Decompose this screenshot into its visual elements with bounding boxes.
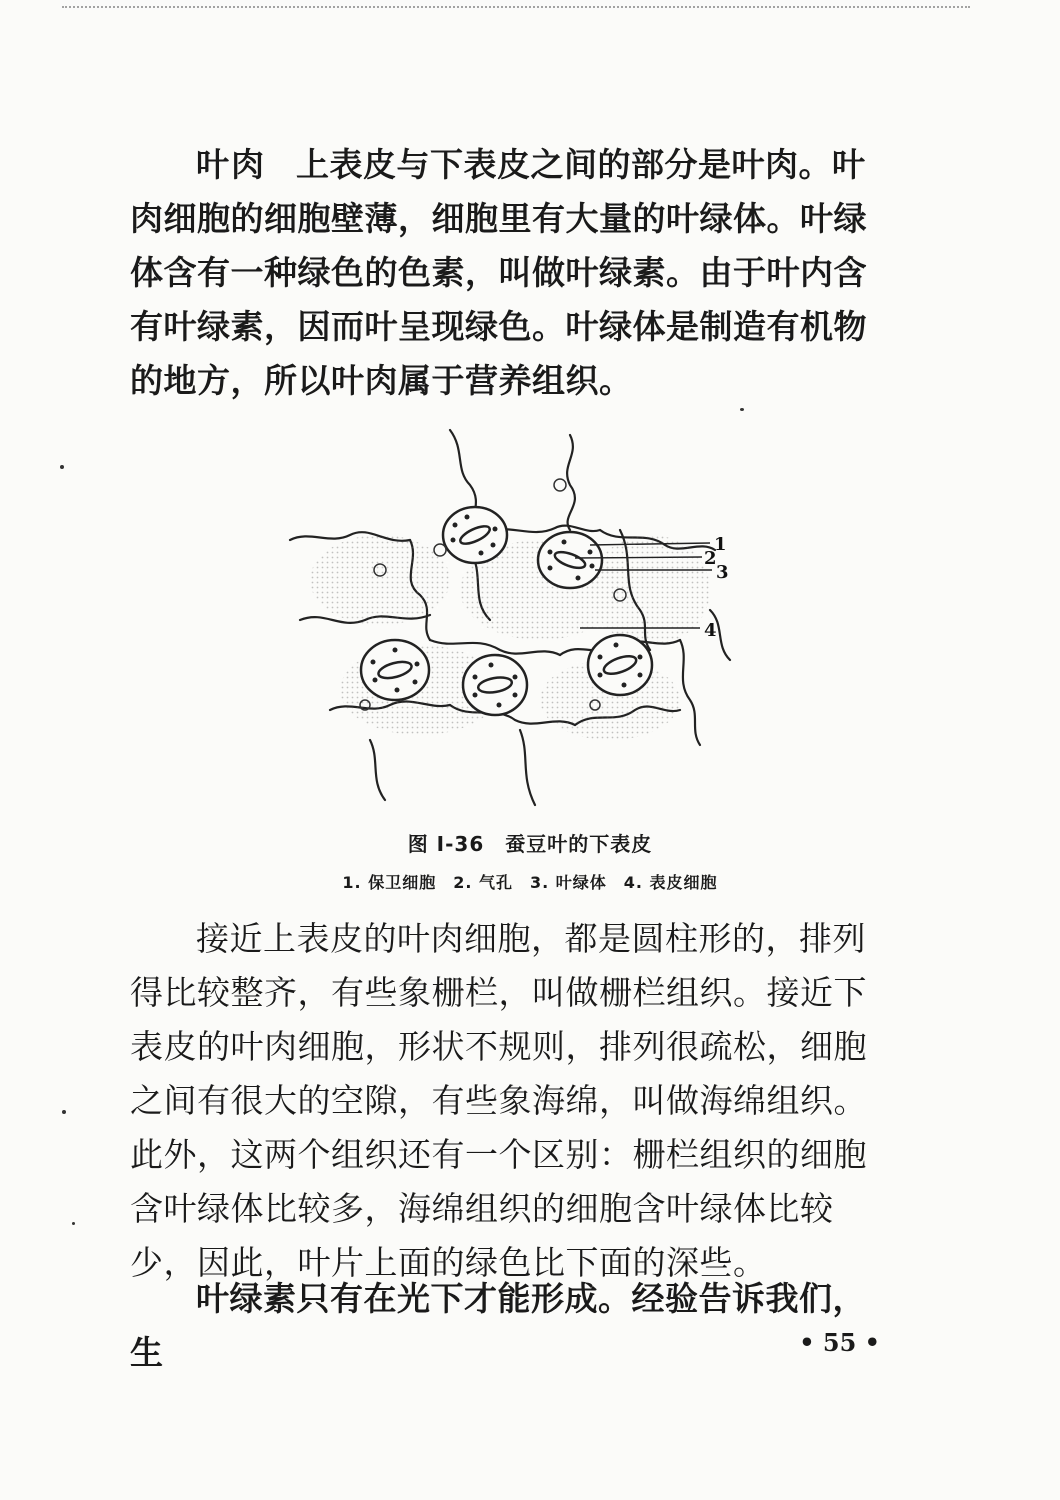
section-heading: 叶肉 [196, 145, 266, 184]
scan-speck [62, 1110, 66, 1114]
callout-4: 4 [704, 620, 717, 641]
paragraph-chlorophyll-light: 叶绿素只有在光下才能形成。经验告诉我们，生 [130, 1279, 866, 1372]
paragraph-1-text: 上表皮与下表皮之间的部分是叶肉。叶肉细胞的细胞壁薄，细胞里有大量的叶绿体。叶绿体含有一种绿色的色素，叫做叶绿素。由于叶内含有叶绿素，因而叶呈现绿色。叶绿体是制造有机物的地方，所以叶肉属于营养组织。 [130, 145, 867, 400]
stoma [361, 640, 429, 700]
figure-broad-bean-lower-epidermis [270, 410, 750, 820]
stoma [588, 635, 652, 695]
scan-speck [740, 408, 744, 411]
figure-legend: 1. 保卫细胞 2. 气孔 3. 叶绿体 4. 表皮细胞 [342, 873, 718, 892]
callout-1: 1 [714, 534, 727, 555]
paragraph-palisade-spongy: 接近上表皮的叶肉细胞，都是圆柱形的，排列得比较整齐，有些象栅栏，叫做栅栏组织。接近下表皮的叶肉细胞，形状不规则，排列很疏松，细胞之间有很大的空隙，有些象海绵，叫做海绵组织。此外，这两个组织还有一个区别：栅栏组织的细胞含叶绿体比较多，海绵组织的细胞含叶绿体比较少，因此，叶片上面的绿色比下面的深些。 [130, 919, 867, 1282]
callout-3: 3 [716, 562, 729, 583]
callout-2: 2 [704, 548, 717, 569]
stoma [463, 655, 527, 715]
paragraph-mesophyll [130, 138, 890, 408]
stoma [538, 532, 602, 588]
stoma [443, 507, 507, 563]
epidermis-illustration [270, 410, 750, 820]
scan-speck [60, 465, 64, 469]
page-number: • 55 • [799, 1328, 880, 1357]
top-border-rule [62, 0, 970, 8]
figure-caption: 图 I-36 蚕豆叶的下表皮 [407, 832, 653, 856]
scan-speck [72, 1222, 75, 1225]
